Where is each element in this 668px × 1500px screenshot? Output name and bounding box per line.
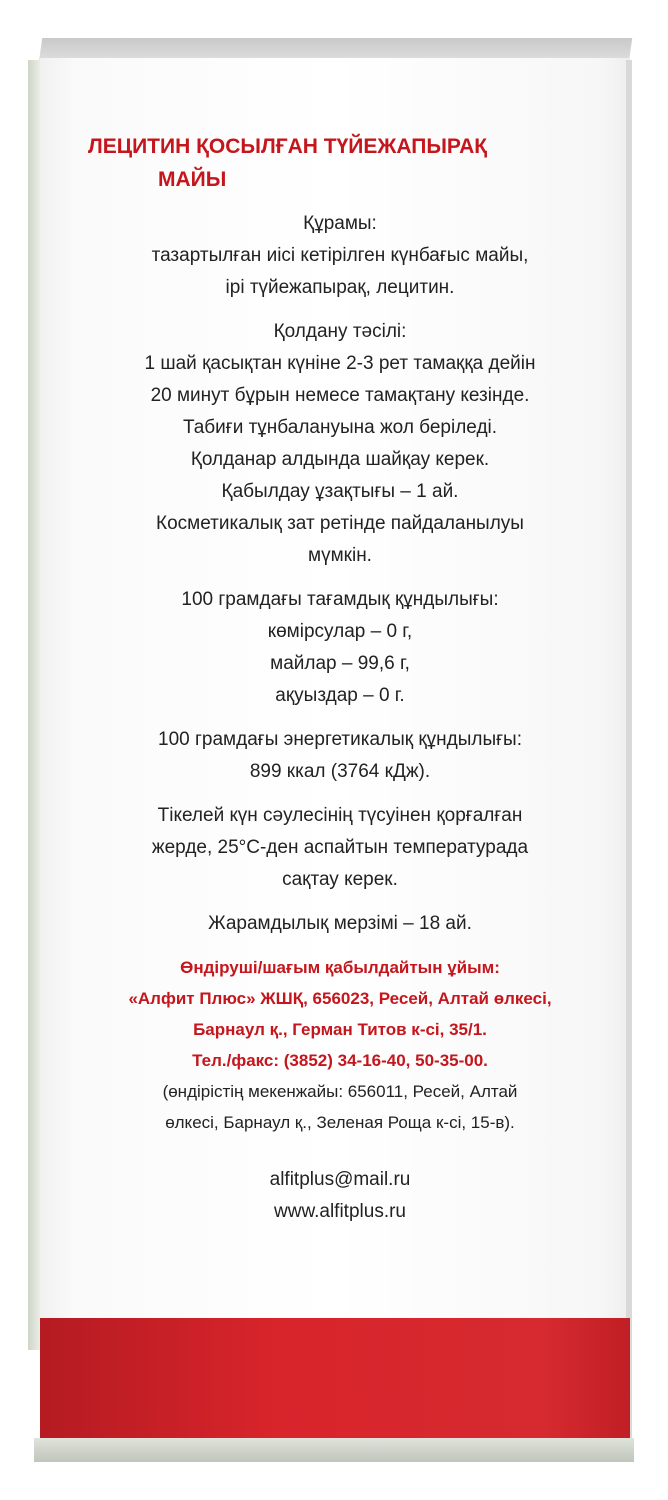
shelf-life: Жарамдылық мерзімі – 18 ай. <box>208 913 472 934</box>
usage-line: Қолданар алдында шайқау керек. <box>190 449 490 470</box>
composition-line: тазартылған иісі кетірілген күнбағыс майы, <box>151 245 529 266</box>
manufacturer-line: Өндіруші/шағым қабылдайтын ұйым: <box>180 958 500 977</box>
storage-line: сақтау керек. <box>282 869 398 890</box>
storage-line: Тікелей күн сәулесінің түсуінен қорғалған <box>157 805 523 826</box>
usage-line: Табиғи тұнбалануына жол беріледі. <box>182 417 498 438</box>
production-address: өлкесі, Барнаул қ., Зеленая Роща к-сі, 15-в). <box>165 1113 515 1132</box>
usage-line: Косметикалық зат ретінде пайдаланылуы <box>156 513 524 534</box>
product-title-line-2: МАЙЫ <box>158 168 227 191</box>
manufacturer-line: Барнаул қ., Герман Титов к-сі, 35/1. <box>193 1020 487 1039</box>
nutrition-carbs: көмірсулар – 0 г, <box>267 621 413 642</box>
usage-line: 20 минут бұрын немесе тамақтану кезінде. <box>150 385 530 406</box>
energy-value: 899 ккал (3764 кДж). <box>249 761 431 782</box>
usage-line: мүмкін. <box>308 545 372 566</box>
red-bottom-band <box>40 1318 630 1446</box>
nutrition-fats: майлар – 99,6 г, <box>270 653 410 674</box>
composition-label: Құрамы: <box>303 213 377 234</box>
nutrition-label: 100 грамдағы тағамдық құндылығы: <box>181 589 499 610</box>
usage-line: Қабылдау ұзақтығы – 1 ай. <box>221 481 459 502</box>
box-right-edge <box>626 60 632 1450</box>
manufacturer-line: «Алфит Плюс» ЖШҚ, 656023, Ресей, Алтай өлкесі, <box>128 989 552 1008</box>
storage-line: жерде, 25°С-ден аспайтын температурада <box>151 837 529 858</box>
usage-label: Қолдану тәсілі: <box>273 321 407 342</box>
usage-line: 1 шай қасықтан күніне 2-3 рет тамаққа дейін <box>144 353 536 374</box>
energy-label: 100 грамдағы энергетикалық құндылығы: <box>158 729 522 750</box>
manufacturer-phone: Тел./факс: (3852) 34-16-40, 50-35-00. <box>192 1051 488 1070</box>
production-address: (өндірістің мекенжайы: 656011, Ресей, Алтай <box>162 1082 518 1101</box>
nutrition-proteins: ақуыздар – 0 г. <box>275 685 405 706</box>
product-title <box>70 130 610 196</box>
contact-website: www.alfitplus.ru <box>274 1201 406 1222</box>
label-text-block <box>70 130 610 1228</box>
product-title-line-1: ЛЕЦИТИН ҚОСЫЛҒАН ТҮЙЕЖАПЫРАҚ <box>88 135 488 158</box>
composition-line: ірі түйежапырақ, лецитин. <box>225 277 455 298</box>
contact-email: alfitplus@mail.ru <box>269 1169 411 1190</box>
box-bottom-edge <box>34 1438 634 1462</box>
